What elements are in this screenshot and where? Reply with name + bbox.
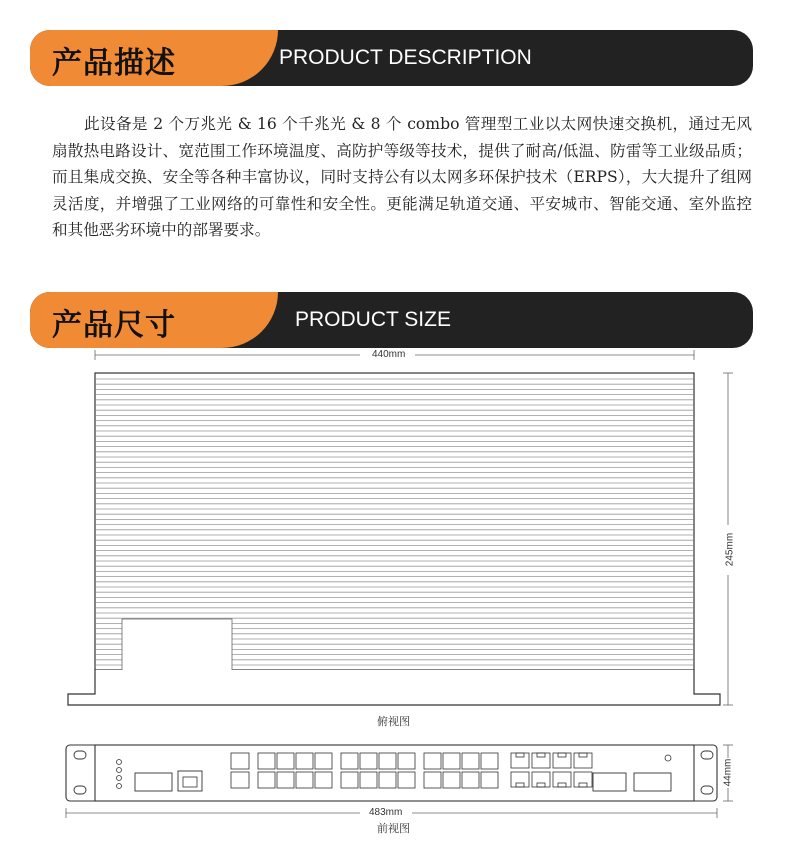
sfp-port <box>315 772 332 788</box>
rj45-latch <box>579 753 587 757</box>
sfp-port <box>231 753 249 769</box>
rj45-port <box>574 772 592 787</box>
sfp-port <box>360 772 377 788</box>
top-view-label-plate <box>122 619 232 677</box>
sfp-port <box>462 753 479 769</box>
sfp-port <box>443 753 460 769</box>
sfp-port <box>481 772 498 788</box>
rj45-latch <box>558 753 566 757</box>
sfp-port <box>296 772 313 788</box>
sfp-port <box>481 753 498 769</box>
rj45-port <box>574 753 592 768</box>
rj45-port <box>553 753 571 768</box>
sfp-port <box>315 753 332 769</box>
rj45-port <box>511 772 529 787</box>
sfp-port <box>379 772 396 788</box>
sfp-port <box>341 772 358 788</box>
front-width-label: 483mm <box>369 807 403 818</box>
sfp-port <box>296 753 313 769</box>
front-view-body <box>66 745 717 801</box>
rj45-latch <box>579 783 587 787</box>
sfp-port <box>424 772 441 788</box>
rj45-port <box>553 772 571 787</box>
sfp-port <box>231 772 249 788</box>
sfp-port <box>398 772 415 788</box>
front-height-label: 44mm <box>722 758 734 787</box>
rj45-port <box>532 753 550 768</box>
top-view-body <box>68 373 720 705</box>
sfp-port <box>462 772 479 788</box>
sfp-port <box>277 772 294 788</box>
sfp-port <box>258 753 275 769</box>
section-title-en: PRODUCT SIZE <box>295 308 451 331</box>
product-description-text: 此设备是 2 个万兆光 & 16 个千兆光 & 8 个 combo 管理型工业以太网快速交换机，通过无风扇散热电路设计、宽范围工作环境温度、高防护等级等技术，提供了耐高/低温、防雷等工业级品质；而且集成交换、安全等各种丰富协议，同时支持公有以太网多环保护技术（ERPS），大大提升了组网灵活度，并增强了工业网络的可靠性和安全性。更能满足轨道交通、平安城市、智能交通、室外监控和其他恶劣环境中的部署要求。 <box>52 115 752 239</box>
top-depth-label: 245mm <box>724 532 736 567</box>
section-title-en: PRODUCT DESCRIPTION <box>279 46 532 69</box>
rj45-port <box>511 753 529 768</box>
rj45-latch <box>537 753 545 757</box>
top-width-label: 440mm <box>372 349 406 360</box>
section-title-zh: 产品尺寸 <box>52 308 176 343</box>
section-title-zh: 产品描述 <box>52 46 176 81</box>
rj45-latch <box>537 783 545 787</box>
section-header-size <box>30 292 753 348</box>
sfp-port <box>341 753 358 769</box>
sfp-port <box>424 753 441 769</box>
sfp-port <box>258 772 275 788</box>
rj45-port <box>532 772 550 787</box>
rj45-latch <box>516 783 524 787</box>
top-view-caption: 俯视图 <box>377 715 410 728</box>
rj45-latch <box>516 753 524 757</box>
sfp-port <box>398 753 415 769</box>
sfp-port <box>360 753 377 769</box>
rj45-latch <box>558 783 566 787</box>
sfp-port <box>277 753 294 769</box>
section-header-description <box>30 30 753 86</box>
front-view-caption: 前视图 <box>377 822 410 835</box>
sfp-port <box>443 772 460 788</box>
sfp-port <box>379 753 396 769</box>
